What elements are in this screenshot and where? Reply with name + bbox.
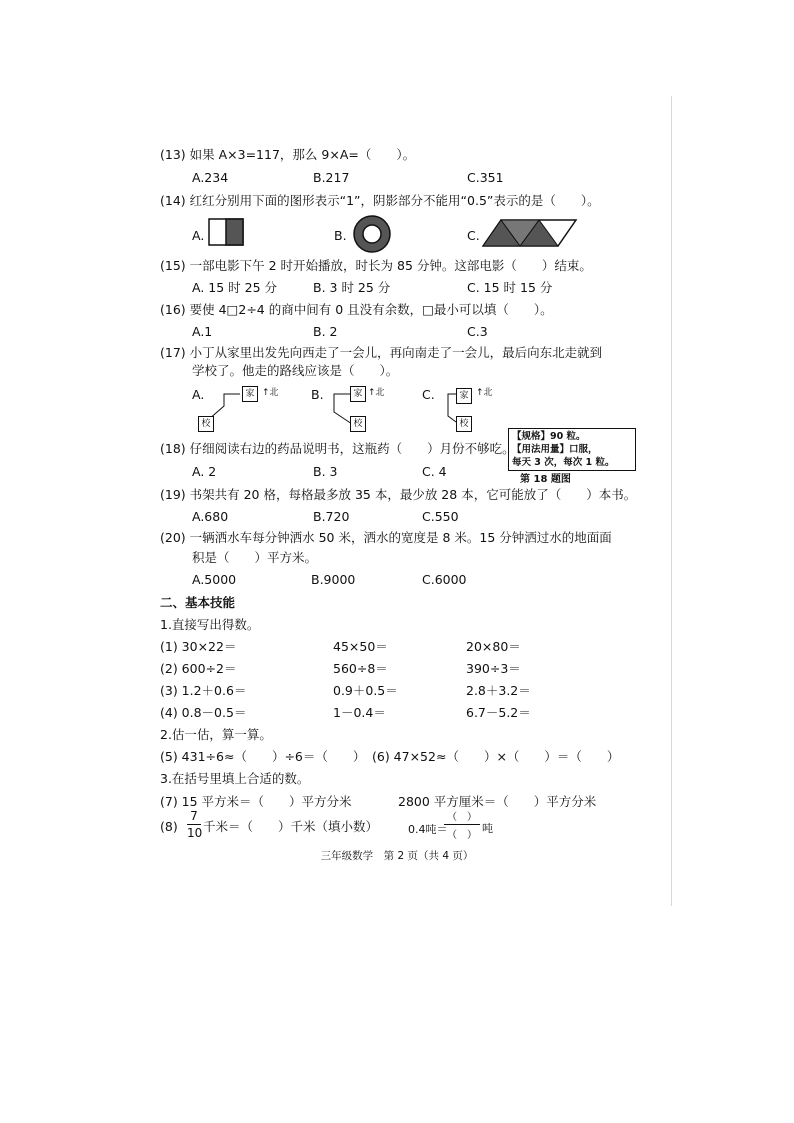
q19-option-c: C.550 xyxy=(422,509,459,524)
q19-option-b: B.720 xyxy=(313,509,350,524)
q13-option-c: C.351 xyxy=(467,170,504,185)
q14-option-a: A. xyxy=(192,228,205,243)
fraction-numerator: 7 xyxy=(190,809,198,823)
q19-stem: (19) 书架共有 20 格，每格最多放 35 本，最少放 28 本，它可能放了（ ）本书。 xyxy=(160,487,637,502)
fill-q8-text: 千米＝（ ）千米（填小数） xyxy=(203,819,379,834)
q20-option-a: A.5000 xyxy=(192,572,237,587)
q15-stem: (15) 一部电影下午 2 时开始播放，时长为 85 分钟。这部电影（ ）结束。 xyxy=(160,258,592,273)
q20-stem-line1: (20) 一辆洒水车每分钟洒水 50 米，洒水的宽度是 8 米。15 分钟洒过水的地面面 xyxy=(160,530,612,545)
fill-q8b-left: 0.4吨＝ xyxy=(408,823,448,836)
medicine-dosage: 每天 3 次，每次 1 粒。 xyxy=(512,457,615,468)
q20-option-b: B.9000 xyxy=(311,572,356,587)
section2-heading: 二、基本技能 xyxy=(160,595,236,610)
ring-figure xyxy=(352,214,392,254)
q16-option-a: A.1 xyxy=(192,324,213,339)
part3-title: 3.在括号里填上合适的数。 xyxy=(160,771,310,786)
route-c-home: 家 xyxy=(456,388,472,404)
part2-title: 2.估一估，算一算。 xyxy=(160,727,272,742)
triangles-parallelogram-figure xyxy=(482,218,578,248)
q15-option-c: C. 15 时 15 分 xyxy=(467,280,553,295)
part1-title: 1.直接写出得数。 xyxy=(160,617,260,632)
route-a-school: 校 xyxy=(198,416,214,432)
north-arrow-a: ↑北 xyxy=(262,388,279,398)
calc-4-2: 1－0.4＝ xyxy=(333,705,386,720)
route-b-home: 家 xyxy=(350,386,366,402)
q18-stem: (18) 仔细阅读右边的药品说明书，这瓶药（ ）月份不够吃。 xyxy=(160,441,515,456)
estimate-q6: (6) 47×52≈（ ）×（ ）＝（ ） xyxy=(372,749,620,764)
q14-option-b: B. xyxy=(334,228,347,243)
q18-figure-caption: 第 18 题图 xyxy=(520,474,571,485)
fill-q7a: (7) 15 平方米＝（ ）平方分米 xyxy=(160,794,352,809)
fill-q7b: 2800 平方厘米＝（ ）平方分米 xyxy=(398,794,597,809)
q13-stem: (13) 如果 A×3=117，那么 9×A=（ ）。 xyxy=(160,147,416,162)
calc-4-1: (4) 0.8－0.5＝ xyxy=(160,705,247,720)
estimate-q5: (5) 431÷6≈（ ）÷6＝（ ） xyxy=(160,749,366,764)
q17-stem-line1: (17) 小丁从家里出发先向西走了一会儿，再向南走了一会儿，最后向东北走就到 xyxy=(160,345,603,360)
half-shaded-rectangle-figure xyxy=(208,218,244,246)
north-arrow-c: ↑北 xyxy=(476,388,493,398)
fill-q8-label: (8) xyxy=(160,819,178,834)
north-arrow-b: ↑北 xyxy=(368,388,385,398)
q17-option-c: C. xyxy=(422,387,435,402)
q15-option-b: B. 3 时 25 分 xyxy=(313,280,391,295)
q17-option-b: B. xyxy=(311,387,324,402)
q20-option-c: C.6000 xyxy=(422,572,467,587)
route-b-school: 校 xyxy=(350,416,366,432)
medicine-spec: 【规格】90 粒。 xyxy=(512,431,586,442)
medicine-usage: 【用法用量】口服， xyxy=(512,444,598,455)
calc-3-1: (3) 1.2＋0.6＝ xyxy=(160,683,247,698)
q18-option-a: A. 2 xyxy=(192,464,217,479)
calc-1-1: (1) 30×22＝ xyxy=(160,639,237,654)
calc-3-2: 0.9＋0.5＝ xyxy=(333,683,398,698)
q17-option-a: A. xyxy=(192,387,205,402)
q16-option-b: B. 2 xyxy=(313,324,338,339)
calc-3-3: 2.8＋3.2＝ xyxy=(466,683,531,698)
calc-1-3: 20×80＝ xyxy=(466,639,521,654)
q15-option-a: A. 15 时 25 分 xyxy=(192,280,278,295)
q19-option-a: A.680 xyxy=(192,509,229,524)
q14-stem: (14) 红红分别用下面的图形表示“1”，阴影部分不能用“0.5”表示的是（ ）。 xyxy=(160,193,600,208)
q16-stem: (16) 要使 4□2÷4 的商中间有 0 且没有余数，□最小可以填（ ）。 xyxy=(160,302,553,317)
q13-option-a: A.234 xyxy=(192,170,229,185)
calc-4-3: 6.7－5.2＝ xyxy=(466,705,531,720)
q16-option-c: C.3 xyxy=(467,324,488,339)
calc-2-3: 390÷3＝ xyxy=(466,661,521,676)
q18-option-b: B. 3 xyxy=(313,464,338,479)
fraction-blank-numerator: （ ） xyxy=(447,812,477,823)
calc-2-1: (2) 600÷2＝ xyxy=(160,661,237,676)
q20-stem-line2: 积是（ ）平方米。 xyxy=(192,550,318,565)
fraction-blank-denominator: （ ） xyxy=(447,830,477,841)
route-a-home: 家 xyxy=(242,386,258,402)
page-footer: 三年级数学 第 2 页（共 4 页） xyxy=(320,850,474,862)
fraction-denominator: 10 xyxy=(187,826,203,840)
fraction-blank xyxy=(444,808,480,841)
q14-option-c: C. xyxy=(467,228,480,243)
calc-1-2: 45×50＝ xyxy=(333,639,388,654)
fraction-7-10 xyxy=(187,809,201,840)
fill-q8b-unit: 吨 xyxy=(482,822,493,835)
calc-2-2: 560÷8＝ xyxy=(333,661,388,676)
q13-option-b: B.217 xyxy=(313,170,350,185)
route-c-school: 校 xyxy=(456,416,472,432)
page-edge-line xyxy=(671,96,672,906)
q18-option-c: C. 4 xyxy=(422,464,447,479)
q17-stem-line2: 学校了。他走的路线应该是（ ）。 xyxy=(192,363,399,378)
medicine-instructions-box xyxy=(508,428,636,471)
